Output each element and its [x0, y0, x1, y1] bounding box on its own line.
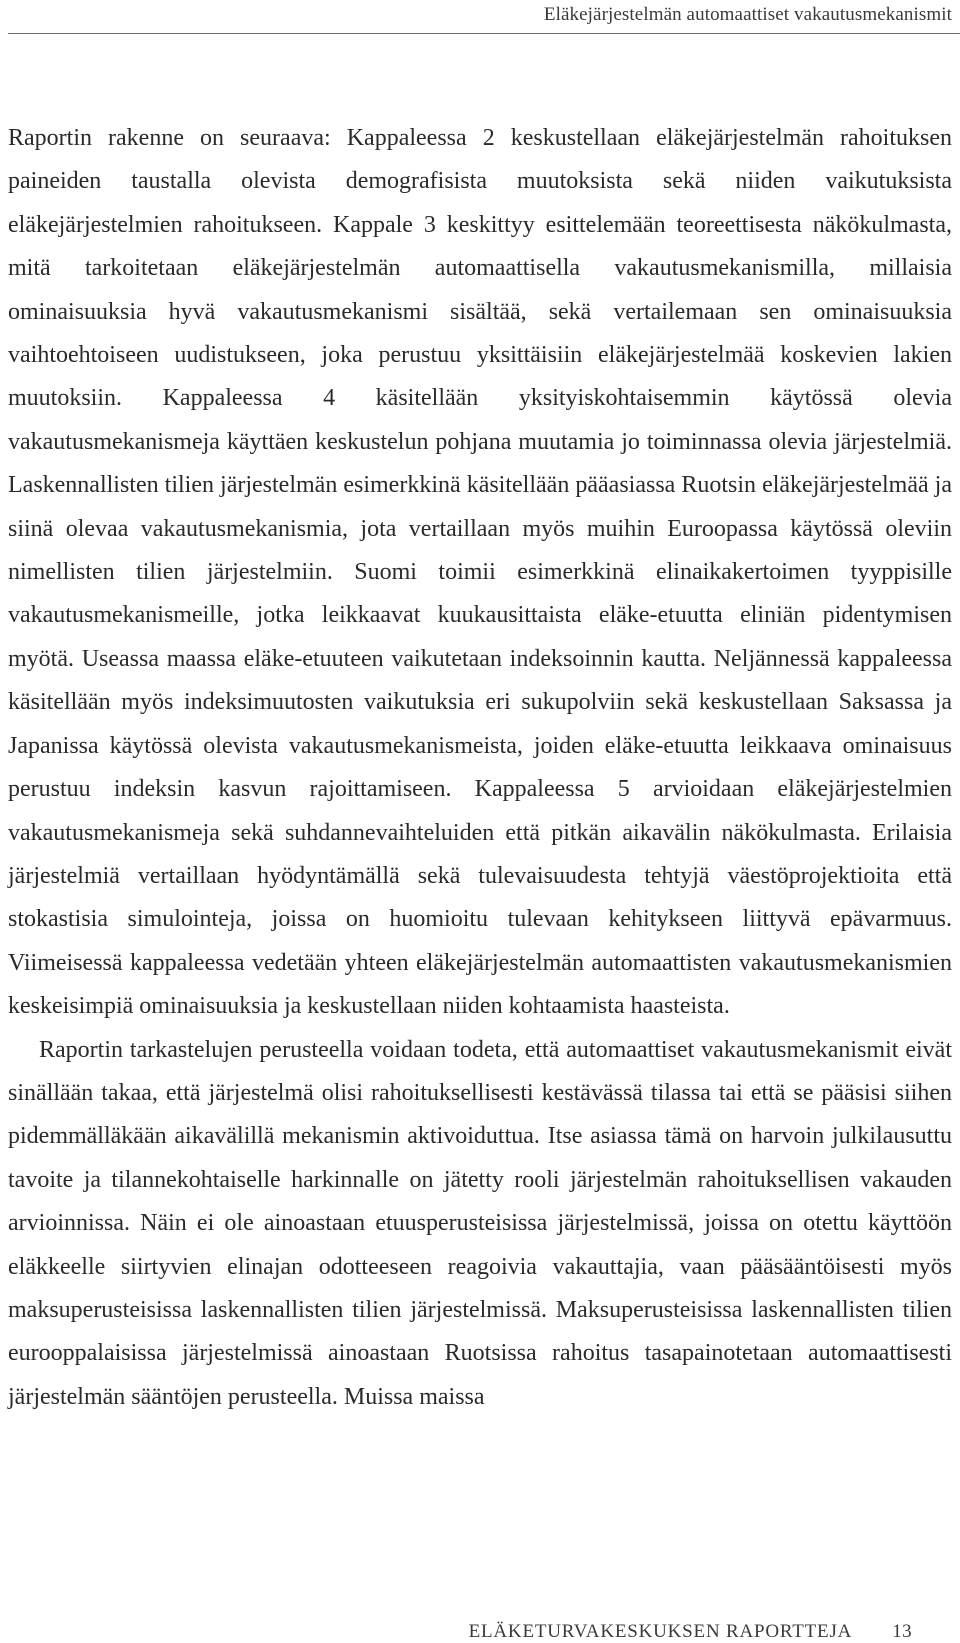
body-text	[8, 117, 952, 1419]
running-header: Eläkejärjestelmän automaattiset vakautusmekanismit	[543, 4, 952, 25]
footer-series-title: ELÄKETURVAKESKUKSEN RAPORTTEJA	[468, 1621, 853, 1642]
page-footer	[469, 1621, 912, 1643]
paragraph-1: Raportin rakenne on seuraava: Kappaleessa 2 keskustellaan eläkejärjestelmän rahoituksen paineiden taustalla olevista demografisista muutoksista sekä niiden vaikutuksista eläkejärjestelmien rahoitukseen. Kappale 3 keskittyy esittelemään teoreettisesta näkökulmasta, mitä tarkoitetaan eläkejärjestelmän automaattisella vakautusmekanismilla, millaisia ominaisuuksia hyvä vakautusmekanismi sisältää, sekä vertailemaan sen ominaisuuksia vaihtoehtoiseen uudistukseen, joka perustuu yksittäisiin eläkejärjestelmää koskevien lakien muutoksiin. Kappaleessa 4 käsitellään yksityiskohtaisemmin käytössä olevia vakautusmekanismeja käyttäen keskustelun pohjana muutamia jo toiminnassa olevia järjestelmiä. Laskennallisten tilien järjestelmän esimerkkinä käsitellään pääasiassa Ruotsin eläkejärjestelmää ja siinä olevaa vakautusmekanismia, jota vertaillaan myös muihin Euroopassa käytössä oleviin nimellisten tilien järjestelmiin. Suomi toimii esimerkkinä elinaikakertoimen tyyppisille vakautusmekanismeille, jotka leikkaavat kuukausittaista eläke-etuutta eliniän pidentymisen myötä. Useassa maassa eläke-etuuteen vaikutetaan indeksoinnin kautta. Neljännessä kappaleessa käsitellään myös indeksimuutosten vaikutuksia eri sukupolviin sekä keskustellaan Saksassa ja Japanissa käytössä olevista vakautusmekanismeista, joiden eläke-etuutta leikkaava ominaisuus perustuu indeksin kasvun rajoittamiseen. Kappaleessa 5 arvioidaan eläkejärjestelmien vakautusmekanismeja sekä suhdannevaihteluiden että pitkän aikavälin näkökulmasta. Erilaisia järjestelmiä vertaillaan hyödyntämällä sekä tulevaisuudesta tehtyjä väestöprojektioita että stokastisia simulointeja, joissa on huomioitu tulevaan kehitykseen liittyvä epävarmuus. Viimeisessä kappaleessa vedetään yhteen eläkejärjestelmän automaattisten vakautusmekanismien keskeisimpiä ominaisuuksia ja keskustellaan niiden kohtaamista haasteista.	[8, 125, 952, 1020]
header-rule	[8, 33, 960, 34]
page-number: 13	[892, 1621, 912, 1642]
paragraph-2: Raportin tarkastelujen perusteella voidaan todeta, että automaattiset vakautusmekanismit eivät sinällään takaa, että järjestelmä olisi rahoituksellisesti kestävässä tilassa tai että se pääsisi siihen pidemmälläkään aikavälillä mekanismin aktivoiduttua. Itse asiassa tämä on harvoin julkilausuttu tavoite ja tilannekohtaiselle harkinnalle on jätetty rooli järjestelmän rahoituksellisen vakauden arvioinnissa. Näin ei ole ainoastaan etuusperusteisissa järjestelmissä, joissa on otettu käyttöön eläkkeelle siirtyvien elinajan odotteeseen reagoivia vakauttajia, vaan pääsääntöisesti myös maksuperusteisissa laskennallisten tilien järjestelmissä. Maksuperusteisissa laskennallisten tilien eurooppalaisissa järjestelmissä ainoastaan Ruotsissa rahoitus tasapainotetaan automaattisesti järjestelmän sääntöjen perusteella. Muissa maissa	[8, 1036, 952, 1410]
